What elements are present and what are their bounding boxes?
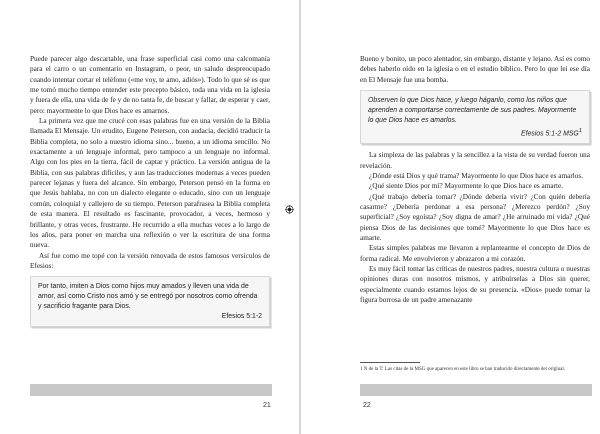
page-number: 21 xyxy=(263,402,271,409)
page-number: 22 xyxy=(363,402,371,409)
quote-text: Observen lo que Dios hace, y luego háganlo, como los niños que aprenden a comportarse correctamente de sus padres. Mayormente lo que Dios hace es amarlos. xyxy=(368,97,577,125)
right-page-body xyxy=(360,54,590,305)
left-page xyxy=(0,0,299,434)
footer-bar xyxy=(30,384,272,396)
scripture-quote xyxy=(360,90,590,144)
footnote-divider xyxy=(360,362,420,363)
quote-text: Por tanto, imiten a Dios como hijos muy amados y lleven una vida de amor, así como Cristo nos amó y se entregó por nosotros como ofrenda y sacrificio fragante para Dios. xyxy=(38,283,258,311)
paragraph: La simpleza de las palabras y la sencillez a la vista de su verdad fueron una revelación. xyxy=(360,151,590,170)
paragraph: La primera vez que me crucé con esas palabras fue en una versión de la Biblia llamada El Mensaje. Un erudito, Eugene Peterson, con audacia, decidió traducir la Biblia completa, no solo a nuestro idioma sino... bueno, a un idioma sencillo. No exactamente a un lenguaje informal, pero tampoco a un lenguaje no informal. Algo con los pies en la tierra, fácil de captar y práctico. La versión antigua de la Biblia, con sus palabras difíciles, y aun las traducciones modernas a veces pueden parecer lejanas y fuera del alcance. Sin embargo, Peterson pensó en la forma en que Jesús hablaba, no con un dialecto elegante o educado, sino con un lenguaje común, coloquial y callejero de su tiempo. Peterson parafrasea la Biblia completa de esta manera. El resultado es fascinante, provocador, a veces, hermoso y brillante, y otras veces, frustrante. He recurrido a ella muchas veces a lo largo de los años, para poner en marcha una reflexión o ver la escritura de una forma nueva. xyxy=(30,117,270,250)
footer-bar xyxy=(360,384,592,396)
right-page xyxy=(301,0,600,434)
left-page-body xyxy=(30,54,270,333)
paragraph: ¿Qué trabajo debería tomar? ¿Dónde debería vivir? ¿Con quién debería casarme? ¿Debería perdonar a esa persona? ¿Merezco perdón? ¿Soy superficial? ¿Soy egoísta? ¿Soy digna de amar? ¿He arruinado mi vida? ¿Qué piensa Dios de las decisiones que tomé? Mayormente lo que Dios hace es amarte. xyxy=(360,192,590,243)
paragraph: ¿Qué siente Dios por mí? Mayormente lo que Dios hace es amarte. xyxy=(369,182,564,191)
scripture-quote xyxy=(30,276,270,327)
quote-reference: Efesios 5:1-2 MSG xyxy=(520,130,579,138)
paragraph: Bueno y bonito, un poco alentador, sin embargo, distante y lejano. Así es como debes haberlo oído en la iglesia o en el estudio bíblico. Pero lo que lei ese día en El Mensaje fue una bomba. xyxy=(360,55,590,84)
paragraph: Es muy fácil tomar las críticas de nuestros padres, nuestra cultura o nuestras opiniones duras con nosotros mismos, y atribuírselas a Dios sin querer, especialmente cuando estamos lejos de su presencia. «Dios» puede tomar la figura borrosa de un padre amenazante xyxy=(360,265,590,305)
paragraph: Así fue como me topé con la versión renovada de estos famosos versículos de Efesios: xyxy=(30,251,270,270)
quote-reference-line xyxy=(368,126,582,139)
paragraph: ¿Dónde está Dios y qué trama? Mayormente lo que Dios hace es amarlos. xyxy=(369,172,584,181)
registration-mark-icon xyxy=(285,205,294,214)
paragraph: Estas simples palabras me llevaron a replantearme el concepto de Dios de forma radical. Me envolvieron y abrazaron a mi corazón. xyxy=(360,244,590,263)
footnote: 1 N de la T: Las citas de la MSG que aparecen en este libro se han traducido directamente del original. xyxy=(360,367,565,372)
paragraph: Puede parecer algo descartable, una frase superficial casi como una calcomanía para el carro o un comentario en Instagram, o peor, un saludo despreocupado cuando intentar cortar el teléfono («me voy, te amo, adiós»). Todo lo que sé es que me tomó mucho tiempo entender este precepto básico, toda una vida en la iglesia y fuera de ella, una vida de fe y de no tanta fe, de buscar y fallar, de esperar y caer, pero: mayormente lo que Dios hace es amarnos. xyxy=(30,55,270,115)
footnote-mark: 1 xyxy=(578,128,582,135)
quote-reference: Efesios 5:1-2 xyxy=(221,313,262,321)
